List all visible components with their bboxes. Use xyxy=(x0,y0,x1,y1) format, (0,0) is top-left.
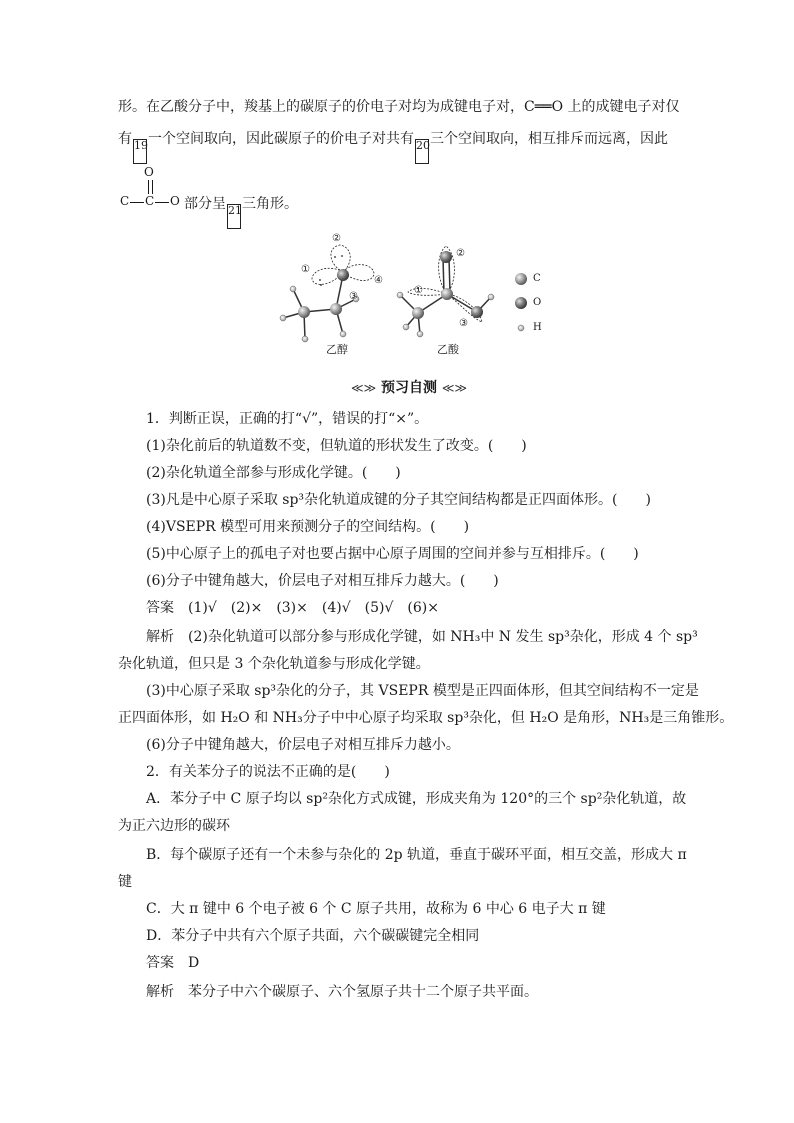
q1-analysis-line: 杂化轨道，但只是 3 个杂化轨道参与形成化学键。 xyxy=(118,656,430,672)
intro-text: 有 xyxy=(118,131,132,147)
intro-text: 三角形。 xyxy=(242,196,298,212)
q2-option-a: A．苯分子中 C 原子均以 sp²杂化方式成键，形成夹角为 120°的三个 sp²杂化轨道，故 xyxy=(146,791,687,807)
q2-option-d: D．苯分子中共有六个原子共面，六个碳碳键完全相同 xyxy=(146,928,480,944)
ethanol-caption: 乙醇 xyxy=(326,343,348,356)
header-decoration-right: ≪≫ xyxy=(441,381,467,395)
ethanol-orbital-label-4: ④ xyxy=(374,275,383,286)
q1-item: (1)杂化前后的轨道数不变，但轨道的形状发生了改变。( ) xyxy=(146,438,527,454)
ethanol-orbital-label-2: ② xyxy=(332,233,341,244)
q2-option-b-cont: 键 xyxy=(118,874,132,890)
intro-line-1: 形。在乙酸分子中，羧基上的碳原子的价电子对均为成键电子对，C══O 上的成键电子对仅 xyxy=(118,99,680,115)
header-decoration-left: ≪≫ xyxy=(351,381,377,395)
blank-box-19: 19 xyxy=(133,139,147,164)
legend-hydrogen-atom xyxy=(518,325,524,331)
q1-item: (3)凡是中心原子采取 sp³杂化轨道成键的分子其空间结构都是正四面体形。( ) xyxy=(146,492,651,508)
q1-analysis-line: (6)分子中键角越大，价层电子对相互排斥力越小。 xyxy=(146,737,460,753)
q1-item: (5)中心原子上的孤电子对也要占据中心原子周围的空间并参与互相排斥。( ) xyxy=(146,546,639,562)
atom-legend xyxy=(515,273,527,331)
ethanol-orbital-label-1: ① xyxy=(301,264,310,275)
struct-carbon-center: C xyxy=(145,194,155,208)
q1-analysis-line: (3)中心原子采取 sp³杂化的分子，其 VSEPR 模型是正四面体形，但其空间结构不一定是 xyxy=(146,683,699,699)
q2-option-b: B．每个碳原子还有一个未参与杂化的 2p 轨道，垂直于碳环平面，相互交盖，形成大 π xyxy=(146,847,687,863)
q1-item: (6)分子中键角越大，价层电子对相互排斥力越大。( ) xyxy=(146,573,499,589)
struct-oxygen-top: O xyxy=(144,165,154,179)
analysis-text: (2)杂化轨道可以部分参与形成化学键，如 NH₃中 N 发生 sp³杂化，形成 4 个 sp³ xyxy=(188,629,698,645)
analysis-label: 解析 xyxy=(146,984,174,1000)
legend-oxygen-label: O xyxy=(533,297,542,308)
legend-carbon-label: C xyxy=(533,273,541,284)
q1-analysis-line: 正四面体形，如 H₂O 和 NH₃分子中中心原子均采取 sp³杂化，但 H₂O 是角形，NH₃是三角锥形。 xyxy=(118,710,734,726)
ethanol-model xyxy=(280,245,374,342)
acetic-orbital-label-1: ① xyxy=(414,285,423,296)
q2-stem: 2．有关苯分子的说法不正确的是( ) xyxy=(146,764,390,780)
q1-item: (2)杂化轨道全部参与形成化学键。( ) xyxy=(146,465,401,481)
q2-analysis xyxy=(146,981,538,1003)
q1-item: (4)VSEPR 模型可用来预测分子的空间结构。( ) xyxy=(146,519,470,535)
analysis-label: 解析 xyxy=(146,629,174,645)
struct-oxygen-right: O xyxy=(170,194,180,208)
legend-hydrogen-label: H xyxy=(533,322,542,333)
answer-text: (1)√ (2)× (3)× (4)√ (5)√ (6)× xyxy=(188,600,439,616)
intro-text: 一个空间取向，因此碳原子的价电子对共有 xyxy=(148,131,414,147)
q1-stem: 1．判断正误，正确的打“√”，错误的打“×”。 xyxy=(146,411,429,427)
answer-label: 答案 xyxy=(146,600,174,616)
acetic-orbital-label-3: ③ xyxy=(459,318,468,329)
answer-text: D xyxy=(188,955,200,971)
q1-analysis-line xyxy=(146,626,698,648)
struct-carbon-left: C xyxy=(120,194,130,208)
q1-answer xyxy=(146,597,439,619)
acetic-orbital-label-2: ② xyxy=(456,248,465,259)
blank-box-20: 20 xyxy=(415,139,429,164)
legend-oxygen-atom xyxy=(515,297,527,309)
ethanol-orbital-label-3: ③ xyxy=(349,291,358,302)
q2-answer xyxy=(146,952,199,974)
intro-text: 三个空间取向，相互排斥而远离，因此 xyxy=(430,131,668,147)
q2-option-c: C．大 π 键中 6 个电子被 6 个 C 原子共用，故称为 6 中心 6 电子大 π 键 xyxy=(146,901,606,917)
q2-option-a-cont: 为正六边形的碳环 xyxy=(118,818,230,834)
answer-label: 答案 xyxy=(146,955,174,971)
section-header xyxy=(344,378,474,398)
blank-box-21: 21 xyxy=(227,204,241,229)
intro-text: 部分呈 xyxy=(184,196,226,212)
section-title: 预习自测 xyxy=(381,380,437,396)
legend-carbon-atom xyxy=(515,273,527,285)
acetic-acid-caption: 乙酸 xyxy=(437,343,459,356)
acetic-acid-model xyxy=(397,246,494,337)
analysis-text: 苯分子中六个碳原子、六个氢原子共十二个原子共平面。 xyxy=(188,984,538,1000)
